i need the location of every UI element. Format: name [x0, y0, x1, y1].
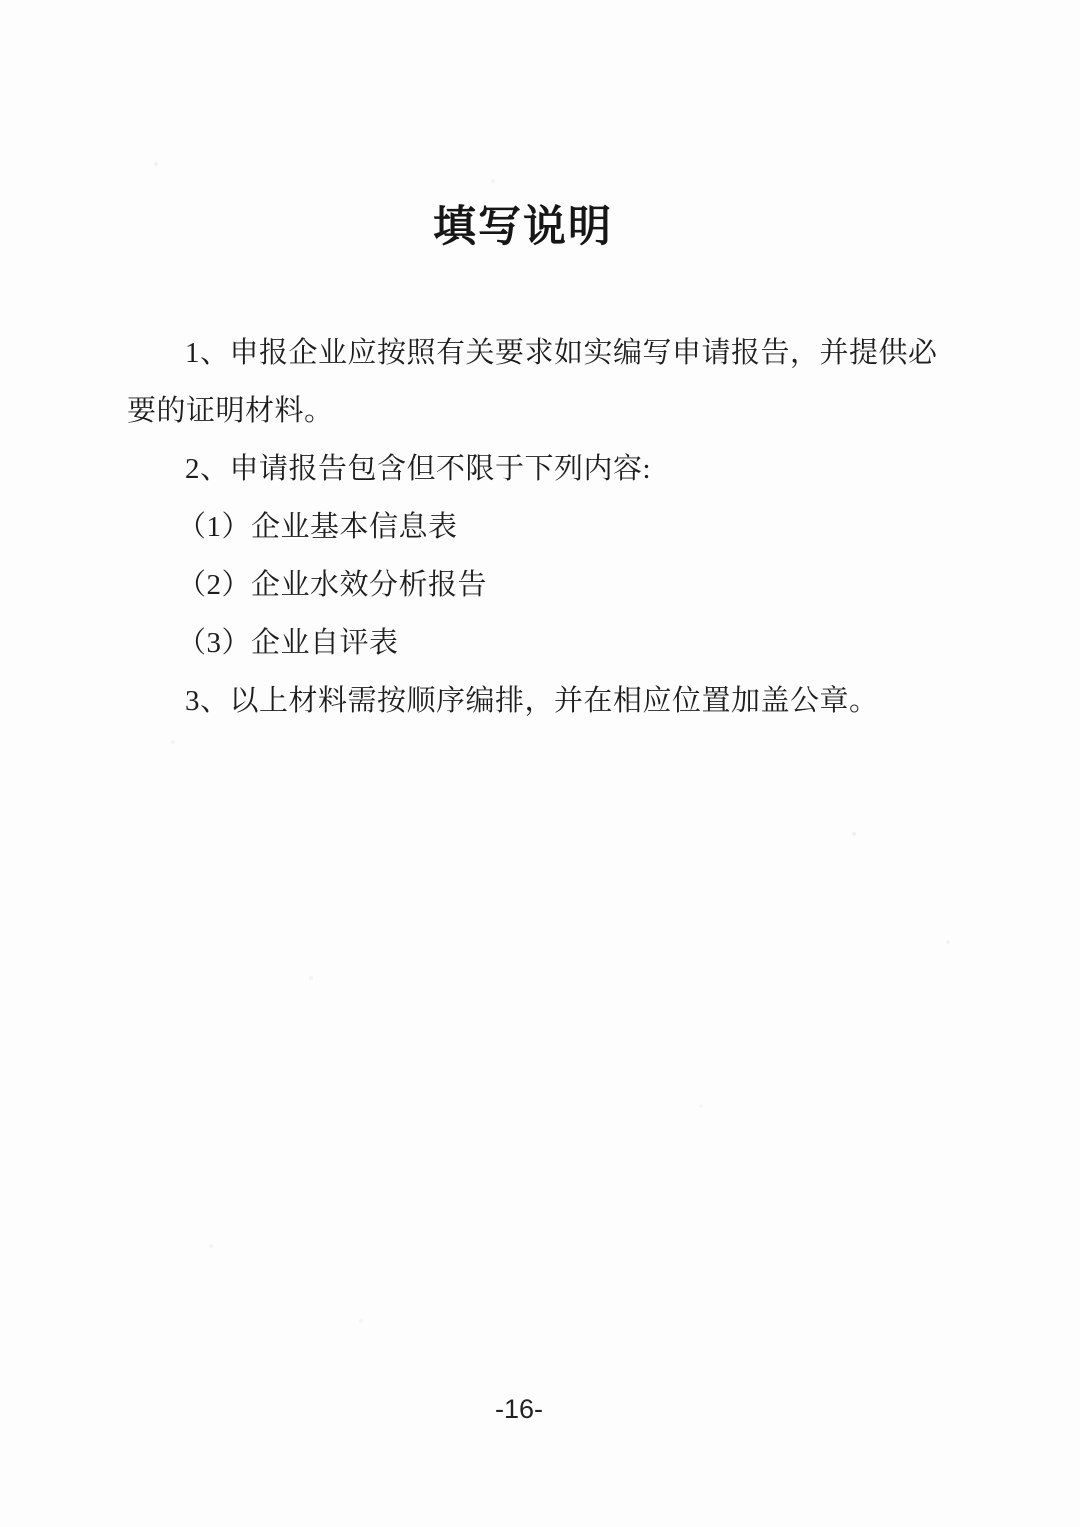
paragraph-line-1: 1、申报企业应按照有关要求如实编写申请报告，并提供必	[185, 337, 938, 369]
paragraph-line-1-continued: 要的证明材料。	[127, 395, 334, 427]
list-item-1: （1）企业基本信息表	[177, 511, 458, 543]
paragraph-line-2: 2、申请报告包含但不限于下列内容:	[185, 453, 652, 485]
scan-noise	[0, 0, 2, 2]
list-item-3: （3）企业自评表	[177, 627, 399, 659]
paragraph-line-3: 3、以上材料需按顺序编排，并在相应位置加盖公章。	[185, 685, 879, 717]
page-number: -16-	[494, 1394, 543, 1424]
document-title: 填写说明	[433, 203, 613, 251]
list-item-2: （2）企业水效分析报告	[177, 569, 488, 601]
document-body	[127, 324, 937, 730]
